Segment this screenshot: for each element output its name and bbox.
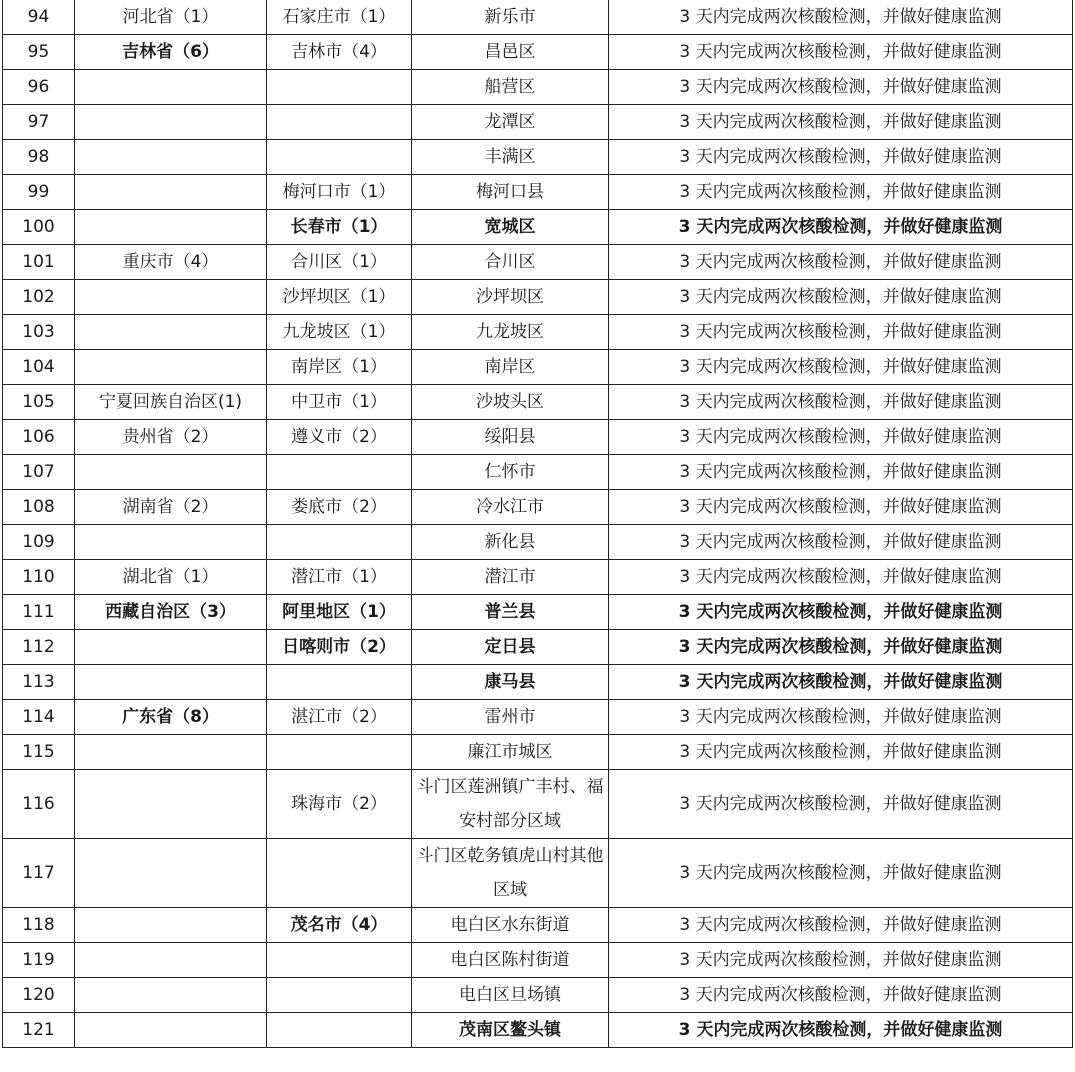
table-row	[3, 175, 1073, 210]
province-cell	[75, 455, 267, 490]
table-row	[3, 280, 1073, 315]
city-cell: 石家庄市（1）	[267, 0, 412, 35]
measure-cell: 3 天内完成两次核酸检测，并做好健康监测	[609, 280, 1073, 315]
table-row	[3, 315, 1073, 350]
province-cell	[75, 1013, 267, 1048]
province-cell	[75, 943, 267, 978]
city-cell	[267, 525, 412, 560]
row-number-cell: 115	[3, 735, 75, 770]
measure-cell: 3 天内完成两次核酸检测，并做好健康监测	[609, 978, 1073, 1013]
city-cell	[267, 1013, 412, 1048]
measure-cell: 3 天内完成两次核酸检测，并做好健康监测	[609, 839, 1073, 908]
city-cell: 九龙坡区（1）	[267, 315, 412, 350]
measure-cell: 3 天内完成两次核酸检测，并做好健康监测	[609, 630, 1073, 665]
province-cell	[75, 630, 267, 665]
measure-cell: 3 天内完成两次核酸检测，并做好健康监测	[609, 560, 1073, 595]
measure-cell: 3 天内完成两次核酸检测，并做好健康监测	[609, 350, 1073, 385]
table-row	[3, 0, 1073, 35]
area-cell: 潜江市	[412, 560, 609, 595]
area-cell: 九龙坡区	[412, 315, 609, 350]
city-cell: 湛江市（2）	[267, 700, 412, 735]
measure-cell: 3 天内完成两次核酸检测，并做好健康监测	[609, 245, 1073, 280]
province-cell	[75, 525, 267, 560]
province-cell: 广东省（8）	[75, 700, 267, 735]
table-row	[3, 105, 1073, 140]
row-number-cell: 108	[3, 490, 75, 525]
city-cell	[267, 70, 412, 105]
row-number-cell: 109	[3, 525, 75, 560]
city-cell	[267, 455, 412, 490]
province-cell: 重庆市（4）	[75, 245, 267, 280]
city-cell	[267, 140, 412, 175]
province-cell	[75, 908, 267, 943]
row-number-cell: 97	[3, 105, 75, 140]
table-row	[3, 35, 1073, 70]
city-cell: 遵义市（2）	[267, 420, 412, 455]
table-row	[3, 525, 1073, 560]
measure-cell: 3 天内完成两次核酸检测，并做好健康监测	[609, 420, 1073, 455]
area-cell: 康马县	[412, 665, 609, 700]
province-cell	[75, 280, 267, 315]
row-number-cell: 106	[3, 420, 75, 455]
table-row	[3, 560, 1073, 595]
row-number-cell: 118	[3, 908, 75, 943]
table-row	[3, 385, 1073, 420]
area-cell: 船营区	[412, 70, 609, 105]
city-cell: 阿里地区（1）	[267, 595, 412, 630]
area-cell: 新乐市	[412, 0, 609, 35]
area-cell: 斗门区莲洲镇广丰村、福安村部分区域	[412, 770, 609, 839]
table-row	[3, 770, 1073, 839]
row-number-cell: 105	[3, 385, 75, 420]
measure-cell: 3 天内完成两次核酸检测，并做好健康监测	[609, 1013, 1073, 1048]
area-cell: 斗门区乾务镇虎山村其他区域	[412, 839, 609, 908]
province-cell: 西藏自治区（3）	[75, 595, 267, 630]
table-row	[3, 665, 1073, 700]
province-cell	[75, 350, 267, 385]
area-cell: 电白区旦场镇	[412, 978, 609, 1013]
area-cell: 新化县	[412, 525, 609, 560]
row-number-cell: 111	[3, 595, 75, 630]
measure-cell: 3 天内完成两次核酸检测，并做好健康监测	[609, 35, 1073, 70]
table-row	[3, 350, 1073, 385]
table-row	[3, 210, 1073, 245]
province-cell: 湖北省（1）	[75, 560, 267, 595]
table-row	[3, 839, 1073, 908]
province-cell	[75, 839, 267, 908]
city-cell	[267, 978, 412, 1013]
table-body	[3, 0, 1073, 1048]
row-number-cell: 107	[3, 455, 75, 490]
province-cell: 湖南省（2）	[75, 490, 267, 525]
table-row	[3, 735, 1073, 770]
row-number-cell: 113	[3, 665, 75, 700]
city-cell: 沙坪坝区（1）	[267, 280, 412, 315]
table-row	[3, 420, 1073, 455]
measure-cell: 3 天内完成两次核酸检测，并做好健康监测	[609, 595, 1073, 630]
row-number-cell: 99	[3, 175, 75, 210]
area-cell: 沙坡头区	[412, 385, 609, 420]
province-cell	[75, 315, 267, 350]
area-cell: 宽城区	[412, 210, 609, 245]
measure-cell: 3 天内完成两次核酸检测，并做好健康监测	[609, 315, 1073, 350]
table-row	[3, 908, 1073, 943]
row-number-cell: 121	[3, 1013, 75, 1048]
table-row	[3, 455, 1073, 490]
province-cell	[75, 140, 267, 175]
table-row	[3, 630, 1073, 665]
area-cell: 廉江市城区	[412, 735, 609, 770]
province-cell: 河北省（1）	[75, 0, 267, 35]
row-number-cell: 101	[3, 245, 75, 280]
measure-cell: 3 天内完成两次核酸检测，并做好健康监测	[609, 140, 1073, 175]
city-cell	[267, 105, 412, 140]
province-cell	[75, 735, 267, 770]
province-cell	[75, 70, 267, 105]
table-row	[3, 70, 1073, 105]
table-row	[3, 140, 1073, 175]
area-cell: 电白区陈村街道	[412, 943, 609, 978]
city-cell: 珠海市（2）	[267, 770, 412, 839]
row-number-cell: 94	[3, 0, 75, 35]
city-cell: 中卫市（1）	[267, 385, 412, 420]
area-cell: 合川区	[412, 245, 609, 280]
table-row	[3, 595, 1073, 630]
risk-area-table	[2, 0, 1073, 1048]
table-row	[3, 943, 1073, 978]
row-number-cell: 116	[3, 770, 75, 839]
area-cell: 南岸区	[412, 350, 609, 385]
table-row	[3, 700, 1073, 735]
area-cell: 仁怀市	[412, 455, 609, 490]
province-cell	[75, 175, 267, 210]
area-cell: 龙潭区	[412, 105, 609, 140]
area-cell: 昌邑区	[412, 35, 609, 70]
measure-cell: 3 天内完成两次核酸检测，并做好健康监测	[609, 105, 1073, 140]
row-number-cell: 120	[3, 978, 75, 1013]
city-cell: 娄底市（2）	[267, 490, 412, 525]
city-cell: 茂名市（4）	[267, 908, 412, 943]
row-number-cell: 104	[3, 350, 75, 385]
area-cell: 电白区水东街道	[412, 908, 609, 943]
row-number-cell: 96	[3, 70, 75, 105]
measure-cell: 3 天内完成两次核酸检测，并做好健康监测	[609, 0, 1073, 35]
row-number-cell: 102	[3, 280, 75, 315]
row-number-cell: 103	[3, 315, 75, 350]
row-number-cell: 117	[3, 839, 75, 908]
area-cell: 定日县	[412, 630, 609, 665]
city-cell: 梅河口市（1）	[267, 175, 412, 210]
province-cell	[75, 978, 267, 1013]
area-cell: 雷州市	[412, 700, 609, 735]
measure-cell: 3 天内完成两次核酸检测，并做好健康监测	[609, 908, 1073, 943]
row-number-cell: 119	[3, 943, 75, 978]
city-cell: 吉林市（4）	[267, 35, 412, 70]
city-cell: 长春市（1）	[267, 210, 412, 245]
city-cell: 合川区（1）	[267, 245, 412, 280]
city-cell: 潜江市（1）	[267, 560, 412, 595]
province-cell	[75, 105, 267, 140]
row-number-cell: 110	[3, 560, 75, 595]
measure-cell: 3 天内完成两次核酸检测，并做好健康监测	[609, 490, 1073, 525]
area-cell: 冷水江市	[412, 490, 609, 525]
province-cell: 贵州省（2）	[75, 420, 267, 455]
measure-cell: 3 天内完成两次核酸检测，并做好健康监测	[609, 943, 1073, 978]
area-cell: 茂南区鳌头镇	[412, 1013, 609, 1048]
measure-cell: 3 天内完成两次核酸检测，并做好健康监测	[609, 700, 1073, 735]
table-row	[3, 1013, 1073, 1048]
city-cell	[267, 665, 412, 700]
area-cell: 丰满区	[412, 140, 609, 175]
province-cell	[75, 770, 267, 839]
city-cell	[267, 943, 412, 978]
city-cell: 日喀则市（2）	[267, 630, 412, 665]
row-number-cell: 95	[3, 35, 75, 70]
city-cell	[267, 735, 412, 770]
row-number-cell: 100	[3, 210, 75, 245]
measure-cell: 3 天内完成两次核酸检测，并做好健康监测	[609, 175, 1073, 210]
province-cell: 吉林省（6）	[75, 35, 267, 70]
area-cell: 普兰县	[412, 595, 609, 630]
area-cell: 梅河口县	[412, 175, 609, 210]
city-cell	[267, 839, 412, 908]
table-row	[3, 978, 1073, 1013]
measure-cell: 3 天内完成两次核酸检测，并做好健康监测	[609, 735, 1073, 770]
area-cell: 绥阳县	[412, 420, 609, 455]
city-cell: 南岸区（1）	[267, 350, 412, 385]
measure-cell: 3 天内完成两次核酸检测，并做好健康监测	[609, 525, 1073, 560]
row-number-cell: 114	[3, 700, 75, 735]
measure-cell: 3 天内完成两次核酸检测，并做好健康监测	[609, 70, 1073, 105]
row-number-cell: 112	[3, 630, 75, 665]
measure-cell: 3 天内完成两次核酸检测，并做好健康监测	[609, 210, 1073, 245]
table-row	[3, 490, 1073, 525]
table-row	[3, 245, 1073, 280]
area-cell: 沙坪坝区	[412, 280, 609, 315]
measure-cell: 3 天内完成两次核酸检测，并做好健康监测	[609, 385, 1073, 420]
province-cell	[75, 210, 267, 245]
province-cell: 宁夏回族自治区(1)	[75, 385, 267, 420]
measure-cell: 3 天内完成两次核酸检测，并做好健康监测	[609, 665, 1073, 700]
row-number-cell: 98	[3, 140, 75, 175]
province-cell	[75, 665, 267, 700]
measure-cell: 3 天内完成两次核酸检测，并做好健康监测	[609, 455, 1073, 490]
measure-cell: 3 天内完成两次核酸检测，并做好健康监测	[609, 770, 1073, 839]
